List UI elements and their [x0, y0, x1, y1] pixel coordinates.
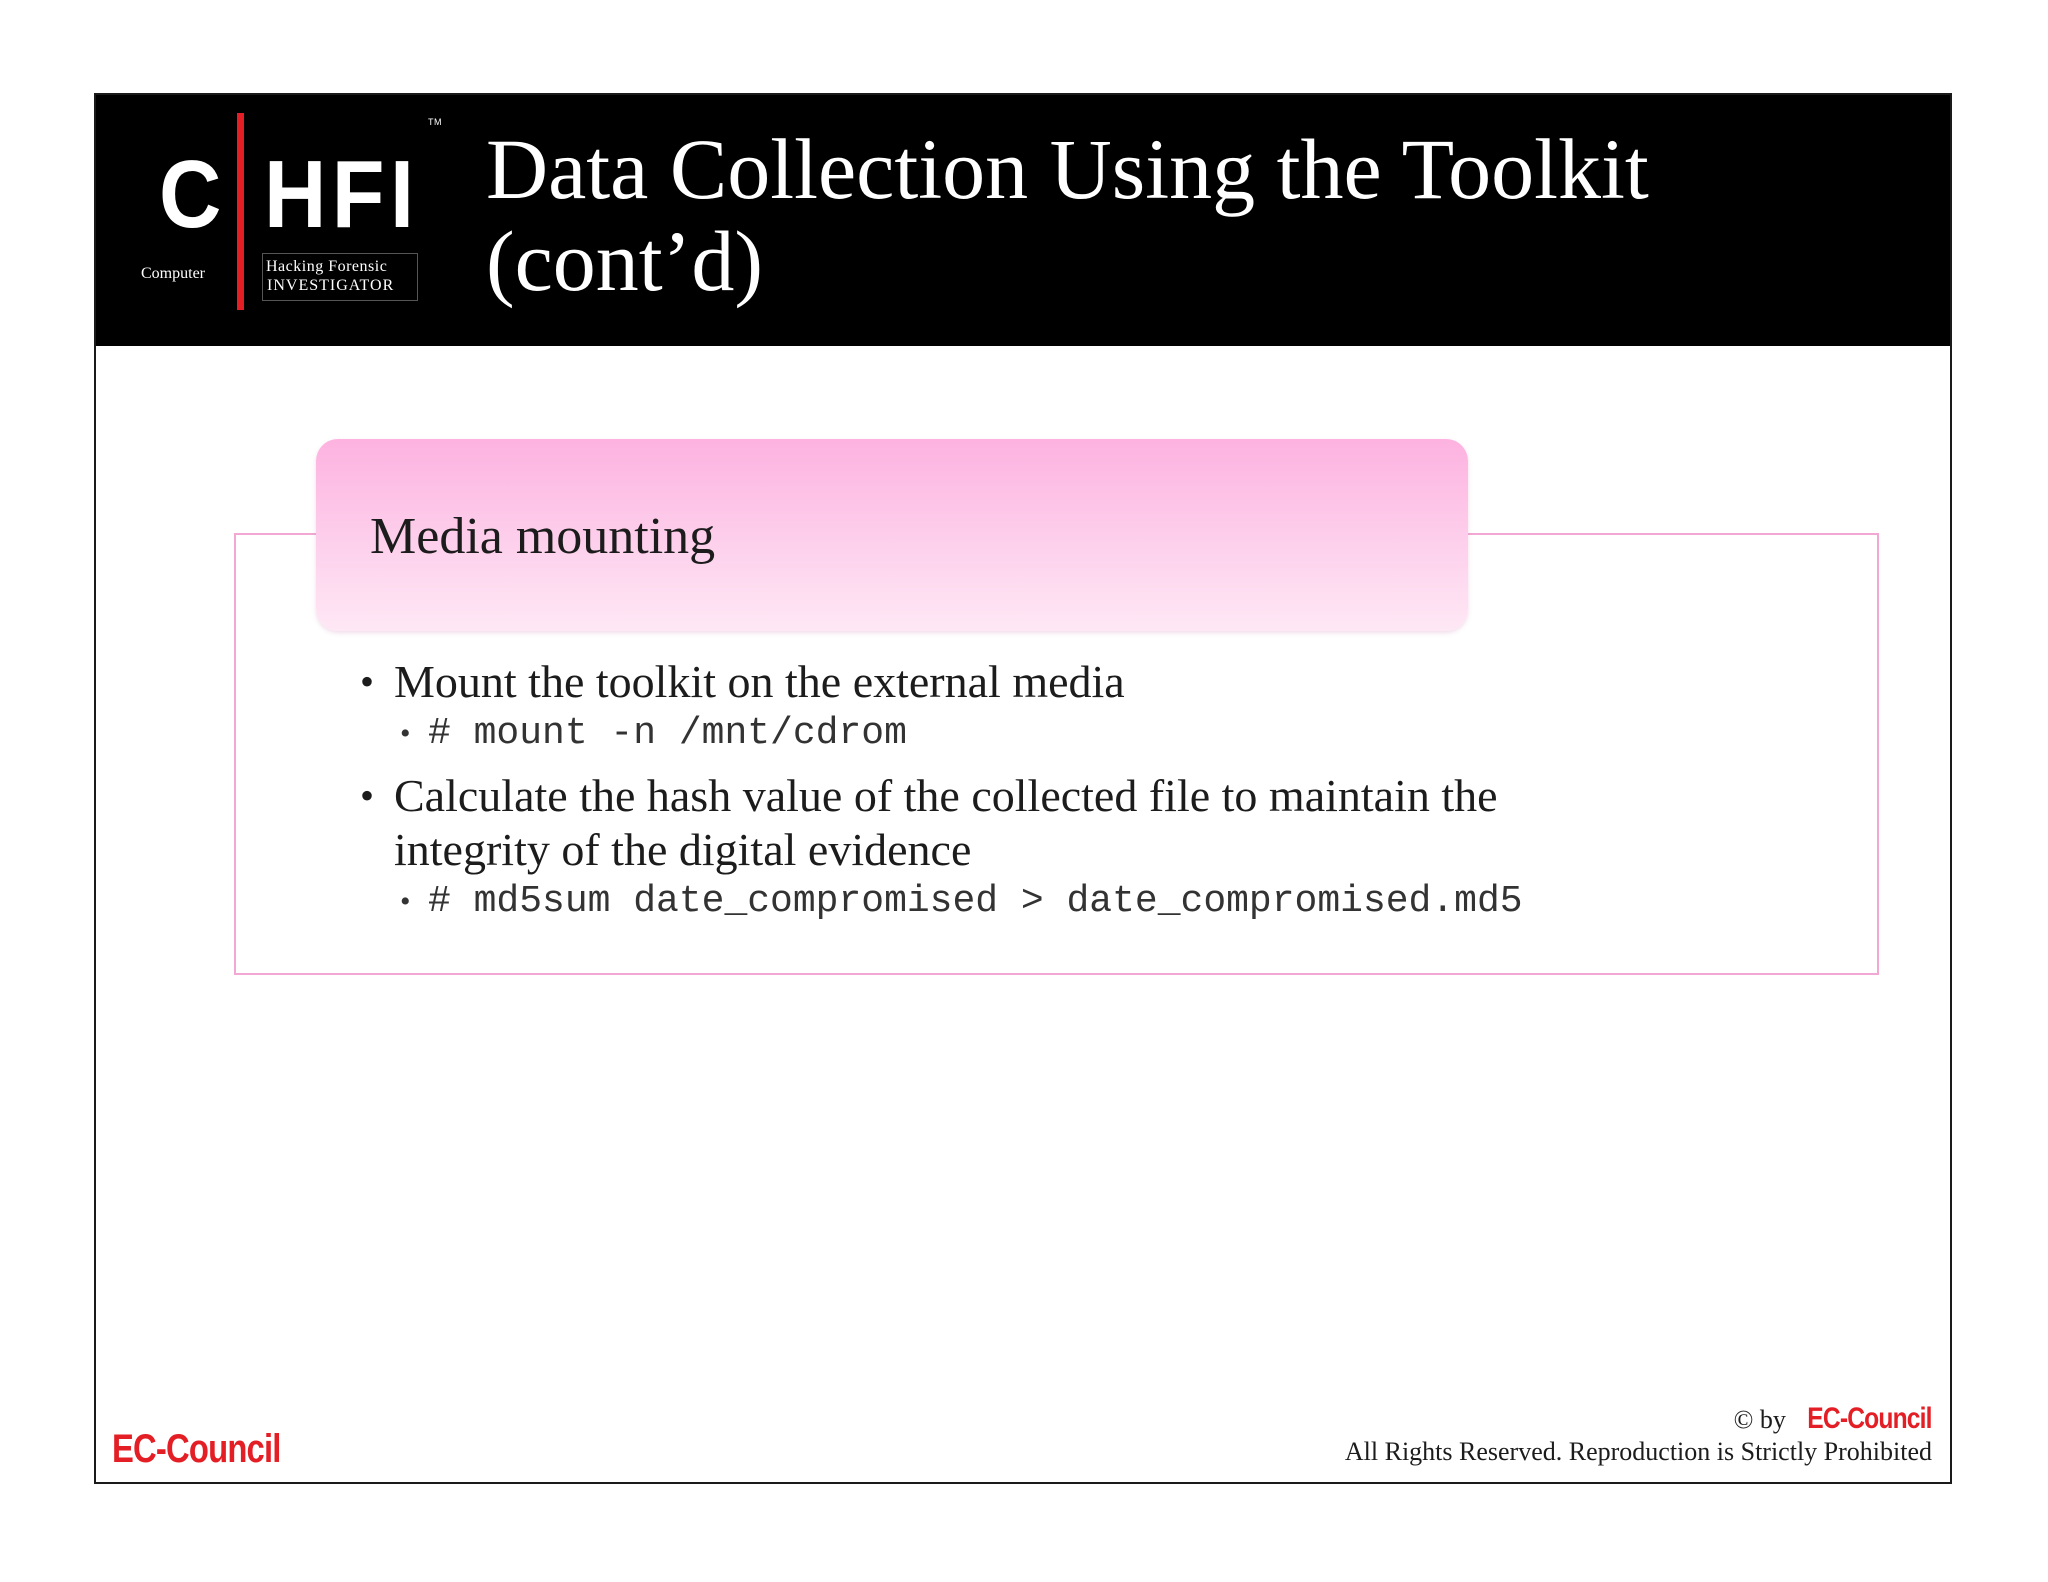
- rights-reserved-text: All Rights Reserved. Reproduction is Strictly Prohibited: [1344, 1437, 1932, 1466]
- logo-letter-c: C: [159, 141, 222, 248]
- section-heading-pill: [316, 439, 1468, 631]
- chfi-logo: [96, 95, 456, 346]
- bullet-text: Mount the toolkit on the external media: [394, 656, 1125, 707]
- copyright-notice: [1345, 1403, 1932, 1468]
- section-heading: Media mounting: [370, 508, 716, 565]
- ec-council-logo-left: EC-Council: [112, 1427, 281, 1471]
- page-title-line2: (cont’d): [486, 213, 763, 309]
- logo-investigator-text: INVESTIGATOR: [267, 277, 395, 294]
- logo-computer-text: Computer: [141, 265, 205, 282]
- sub-bullet-command: [360, 877, 1860, 927]
- command-text: # md5sum date_compromised > date_compromised.md5: [428, 880, 1523, 923]
- bullet-item: [360, 769, 1860, 877]
- bullet-list: [360, 655, 1860, 937]
- copyright-line: [1345, 1403, 1932, 1436]
- logo-letters-hfi: HFI: [264, 141, 420, 248]
- logo-hacking-forensic-text: Hacking Forensic: [266, 258, 388, 275]
- ec-council-logo-right: EC-Council: [1807, 1402, 1932, 1435]
- header-bar: [96, 95, 1950, 346]
- copyright-prefix: © by: [1733, 1405, 1786, 1434]
- slide: [94, 93, 1952, 1484]
- page-title-line1: Data Collection Using the Toolkit: [486, 121, 1649, 217]
- bullet-text-line1: Calculate the hash value of the collected file to maintain the: [394, 770, 1498, 821]
- logo-red-bar: [237, 113, 244, 310]
- command-text: # mount -n /mnt/cdrom: [428, 712, 907, 755]
- trademark-mark: TM: [428, 117, 442, 127]
- sub-bullet-command: [360, 709, 1860, 759]
- bullet-text-line2: integrity of the digital evidence: [394, 824, 972, 875]
- bullet-item: [360, 655, 1860, 709]
- page-title: [486, 123, 1926, 307]
